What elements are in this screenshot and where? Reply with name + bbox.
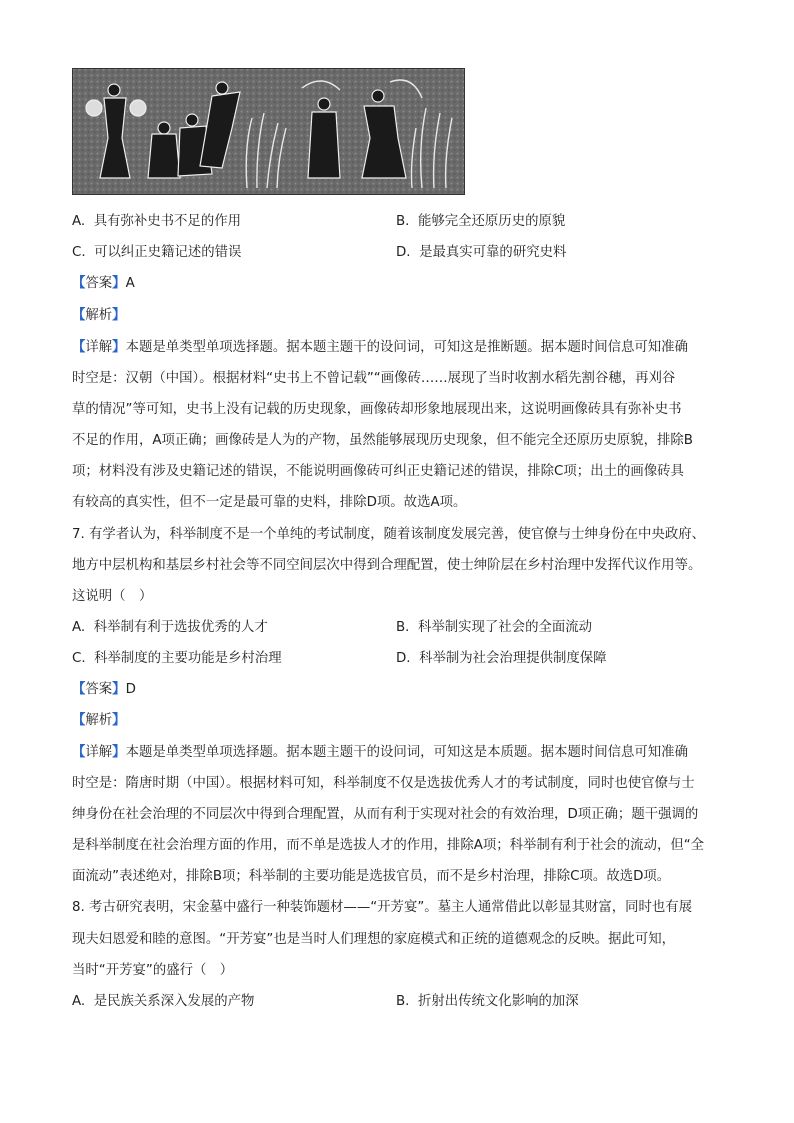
q8-stem-line: 8. 考古研究表明，宋金墓中盛行一种装饰题材——“开芳宴”。墓主人通常借此以彰显其财富，同时也有展 xyxy=(72,900,693,915)
q6-option-a: A. 具有弥补史书不足的作用 xyxy=(72,214,241,229)
q7-detail-line: 面流动”表述绝对，排除B项；科举制的主要功能是选拔官员，而不是乡村治理，排除C项。故选D项。 xyxy=(72,869,671,884)
q8-stem-line: 现夫妇恩爱和睦的意图。“开芳宴”也是当时人们理想的家庭模式和正统的道德观念的反映。据此可知， xyxy=(72,932,676,947)
rubbing-image xyxy=(72,68,465,195)
q8-stem-line: 当时“开芳宴”的盛行（ ） xyxy=(72,963,234,978)
q7-detail-line: 【详解】本题是单类型单项选择题。据本题主题干的设问词，可知这是本质题。据本题时间信息可知准确 xyxy=(72,745,688,760)
q7-stem-line: 7. 有学者认为，科举制度不是一个单纯的考试制度，随着该制度发展完善，使官僚与士绅身份在中央政府、 xyxy=(72,527,705,542)
q7-detail-line: 是科举制度在社会治理方面的作用，而不单是选拔人才的作用，排除A项；科举制有利于社会的流动，但“全 xyxy=(72,838,705,853)
q6-detail-line: 项；材料没有涉及史籍记述的错误，不能说明画像砖可纠正史籍记述的错误，排除C项；出土的画像砖具 xyxy=(72,464,684,479)
q6-detail-line: 【详解】本题是单类型单项选择题。据本题主题干的设问词，可知这是推断题。据本题时间信息可知准确 xyxy=(72,340,688,355)
q6-analysis-heading: 【解析】 xyxy=(72,308,126,323)
q7-analysis-heading: 【解析】 xyxy=(72,713,126,728)
q7-answer: 【答案】D xyxy=(72,682,136,697)
q6-answer: 【答案】A xyxy=(72,276,135,291)
q6-option-d: D. 是最真实可靠的研究史料 xyxy=(396,245,567,260)
q7-stem-line: 这说明（ ） xyxy=(72,589,153,604)
q6-option-c: C. 可以纠正史籍记述的错误 xyxy=(72,245,242,260)
q8-option-b: B. 折射出传统文化影响的加深 xyxy=(396,994,579,1009)
q6-detail-line: 不足的作用，A项正确；画像砖是人为的产物，虽然能够展现历史现象，但不能完全还原历史原貌，排除B xyxy=(72,433,693,448)
q7-option-b: B. 科举制实现了社会的全面流动 xyxy=(396,620,593,635)
q6-detail-line: 有较高的真实性，但不一定是最可靠的史料，排除D项。故选A项。 xyxy=(72,495,467,510)
q6-detail-line: 时空是：汉朝（中国）。根据材料“史书上不曾记载”“画像砖……展现了当时收割水稻先割谷穗，再刈谷 xyxy=(72,371,676,386)
q7-stem-line: 地方中层机构和基层乡村社会等不同空间层次中得到合理配置，使士绅阶层在乡村治理中发挥代议作用等。 xyxy=(72,558,702,573)
q7-option-d: D. 科举制为社会治理提供制度保障 xyxy=(396,651,607,666)
q8-option-a: A. 是民族关系深入发展的产物 xyxy=(72,994,255,1009)
q7-detail-line: 时空是：隋唐时期（中国）。根据材料可知，科举制度不仅是选拔优秀人才的考试制度，同时也使官僚与士 xyxy=(72,776,695,791)
q7-detail-line: 绅身份在社会治理的不同层次中得到合理配置，从而有利于实现对社会的有效治理，D项正确；题干强调的 xyxy=(72,807,699,822)
q7-option-c: C. 科举制度的主要功能是乡村治理 xyxy=(72,651,282,666)
q7-option-a: A. 科举制有利于选拔优秀的人才 xyxy=(72,620,268,635)
q6-detail-line: 草的情况”等可知，史书上没有记载的历史现象，画像砖却形象地展现出来，这说明画像砖具有弥补史书 xyxy=(72,402,682,417)
q6-option-b: B. 能够完全还原历史的原貌 xyxy=(396,214,566,229)
